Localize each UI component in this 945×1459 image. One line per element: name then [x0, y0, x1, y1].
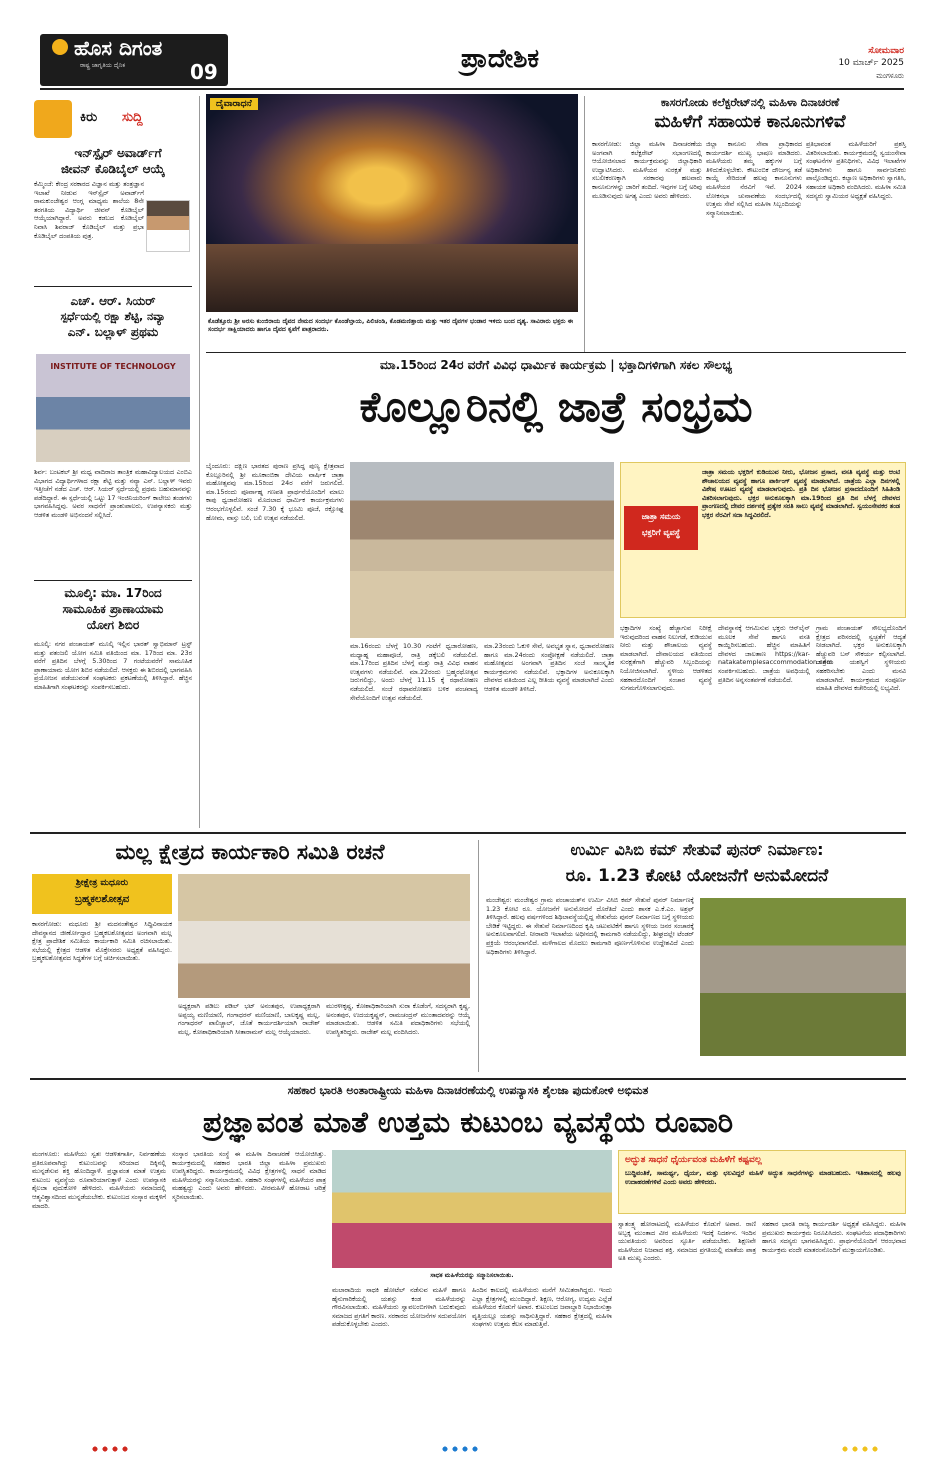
committee-photo	[178, 874, 470, 998]
award-photo-banner: INSTITUTE OF TECHNOLOGY	[50, 362, 176, 371]
masthead-rule	[40, 88, 904, 90]
jatra-box-title-line2: ಭಕ್ತರಿಗೆ ವ್ಯವಸ್ಥೆ	[641, 528, 681, 537]
item1-title-line1: ಇನ್‌ಸ್ಪೈರ್ ಅವಾರ್ಡ್‌ಗೆ	[74, 146, 162, 160]
registration-marks	[90, 1446, 130, 1452]
date: 10 ಮಾರ್ಚ್ 2025	[838, 58, 904, 68]
prajna-box-title: ಅದ್ಭುತ ಸಾಧನೆ ಧೈರ್ಯವಂತ ಮಹಿಳೆಗೆ ಕಷ್ಟವಲ್ಲ	[625, 1155, 762, 1165]
kiru-label-b: ಸುದ್ದಿ	[122, 110, 143, 125]
kasaragod-title-line1: ಕಾಸರಗೋಡು ಕಲೆಕ್ಟರೇಟ್‌ನಲ್ಲಿ ಮಹಿಳಾ ದಿನಾಚರಣೆ	[660, 96, 840, 109]
award-photo	[36, 354, 190, 462]
prajna-title: ಪ್ರಜ್ಞಾವಂತ ಮಾತೆ ಉತ್ತಮ ಕುಟುಂಬ ವ್ಯವಸ್ಥೆಯ ರೂವಾರಿ	[202, 1105, 734, 1139]
mid-rule	[30, 832, 906, 834]
prajna-col2: ಸಂಸ್ಕಾರ ಭಾರತಿಯ ಸಂಸ್ಥೆ ಈ ಮಹಿಳಾ ದಿನಾಚರಣೆ ಆಯೋಜಿಸಿತ್ತು. ಕಾರ್ಯಕ್ರಮದಲ್ಲಿ ಸಹಕಾರ ಭಾರತಿ ಜಿಲ್ಲಾ ಮಹಿಳಾ ಪ್ರಮುಖರು ಉಪಸ್ಥಿತರಿದ್ದರು. ಕಾರ್ಯಕ್ರಮದಲ್ಲಿ ವಿವಿಧ ಕ್ಷೇತ್ರಗಳಲ್ಲಿ ಸಾಧನೆ ಮಾಡಿದ ಮಹಿಳೆಯರನ್ನು ಸನ್ಮಾನಿಸಲಾಯಿತು. ಸಹಕಾರಿ ಸಂಘಗಳಲ್ಲಿ ಮಹಿಳೆಯರ ಪಾತ್ರ ಮಹತ್ವದ್ದು ಎಂದು ಅವರು ಹೇಳಿದರು. ವೀರಮಹಿಳೆ ಹೋರಾಟ ಚರಿತ್ರೆ ಸ್ಮರಿಸಲಾಯಿತು.	[172, 1150, 326, 1201]
kasaragod-title-line2: ಮಹಿಳೆಗೆ ಸಹಾಯಕ ಕಾನೂನುಗಳಿವೆ	[654, 112, 846, 132]
malla-badge-line1: ಶ್ರೀಕ್ಷೇತ್ರ ಮಧೂರು	[75, 878, 129, 888]
item1-title-line2: ಜೀವನ್ ಕೊಡಿಬೈಲ್ ಆಯ್ಕೆ	[61, 162, 165, 176]
edition: ಮಂಗಳೂರು	[876, 72, 904, 80]
kollur-col6: ಗ್ರಾಮ ಪಂಚಾಯತ್ ಸೌಲಭ್ಯದೊಂದಿಗೆ ಕ್ಷೇತ್ರದ ಪರಿಸರದಲ್ಲಿ ಸ್ವಚ್ಛತೆಗೆ ಆದ್ಯತೆ ನೀಡಲಾಗಿದೆ. ಭಕ್ತರ ಅನುಕೂಲಕ್ಕಾಗಿ ಹೆಚ್ಚುವರಿ ಬಸ್ ಸೌಕರ್ಯ ಕಲ್ಪಿಸಲಾಗಿದೆ. ಜಾತ್ರೆಯ ಯಶಸ್ವಿಗೆ ಸ್ಥಳೀಯರು ಸಹಕರಿಸಬೇಕು ಎಂದು ಮನವಿ ಮಾಡಲಾಗಿದೆ. ಕಾರ್ಯಕ್ರಮದ ಸಂಪೂರ್ಣ ಮಾಹಿತಿ ದೇವಳದ ಕಚೇರಿಯಲ್ಲಿ ಲಭ್ಯವಿದೆ.	[816, 624, 906, 693]
section-title: ಪ್ರಾದೇಶಿಕ	[460, 44, 540, 74]
prajna-col6: ಸಹಕಾರ ಭಾರತಿ ರಾಜ್ಯ ಕಾರ್ಯದರ್ಶಿ ಅಧ್ಯಕ್ಷತೆ ವಹಿಸಿದ್ದರು. ಮಹಿಳಾ ಪ್ರಮುಖರು ಕಾರ್ಯಕ್ರಮ ನಿರೂಪಿಸಿದರು. ಸಂಘಟನೆಯ ಪದಾಧಿಕಾರಿಗಳು ಹಾಗೂ ಸದಸ್ಯರು ಭಾಗವಹಿಸಿದ್ದರು. ಪ್ರಾರ್ಥನೆಯೊಂದಿಗೆ ಆರಂಭವಾದ ಕಾರ್ಯಕ್ರಮ ವಂದೇ ಮಾತರಂನೊಂದಿಗೆ ಮುಕ್ತಾಯಗೊಂಡಿತು.	[762, 1220, 906, 1254]
kollur-col2: ಮಾ.16ರಂದು ಬೆಳಗ್ಗೆ 10.30 ಗಂಟೆಗೆ ಧ್ವಜಾರೋಹಣ, ಮಧ್ಯಾಹ್ನ ಮಹಾಪೂಜೆ, ರಾತ್ರಿ ಡಕ್ಕೆಬಲಿ ನಡೆಯಲಿದೆ. ಮಾ.17ರಿಂದ ಪ್ರತಿದಿನ ಬೆಳಗ್ಗೆ ಮತ್ತು ರಾತ್ರಿ ವಿವಿಧ ವಾಹನ ಉತ್ಸವಗಳು ನಡೆಯಲಿವೆ. ಮಾ.22ರಂದು ಬ್ರಹ್ಮರಥೋತ್ಸವ ಜರುಗಲಿದ್ದು, ಅಂದು ಬೆಳಗ್ಗೆ 11.15 ಕ್ಕೆ ರಥಾರೋಹಣ ನಡೆಯಲಿದೆ. ಸಂಜೆ ರಥಾವರೋಹಣ ಬಳಿಕ ಪಂಚವಾದ್ಯ ಸೇವೆಯೊಂದಿಗೆ ಉತ್ಸವ ನಡೆಯಲಿದೆ.	[350, 642, 478, 702]
temple-photo	[350, 462, 614, 638]
malla-badge	[32, 874, 172, 914]
megaphone-icon	[34, 100, 72, 138]
kiru-divider-1	[34, 286, 192, 287]
item2-body: ಶಿರ್ವ: ಬಂಟಕಲ್ ಶ್ರೀ ಮಧ್ವ ವಾದಿರಾಜ ತಾಂತ್ರಿಕ ಮಹಾವಿದ್ಯಾಲಯದ ಎಂಬಿಎ ವಿಭಾಗದ ವಿದ್ಯಾರ್ಥಿಗಳಾದ ರಕ್ಷಾ ಶೆಟ್ಟಿ ಮತ್ತು ನವ್ಯಾ ಎನ್. ಬಲ್ಲಾಳ್ ಇವರು ಇತ್ತೀಚೆಗೆ ನಡೆದ ಎಚ್. ಆರ್. ಸಿಯರ್ ಸ್ಪರ್ಧೆಯಲ್ಲಿ ಪ್ರಥಮ ಬಹುಮಾನವನ್ನು ಪಡೆದಿದ್ದಾರೆ. ಈ ಸ್ಪರ್ಧೆಯಲ್ಲಿ ಒಟ್ಟು 17 ಇಂಜಿನಿಯರಿಂಗ್ ಕಾಲೇಜು ತಂಡಗಳು ಭಾಗವಹಿಸಿದ್ದವು. ಅವರ ಸಾಧನೆಗೆ ಪ್ರಾಂಶುಪಾಲರು, ಉಪನ್ಯಾಸಕರು ಮತ್ತು ಆಡಳಿತ ಮಂಡಳಿ ಅಭಿನಂದನೆ ಸಲ್ಲಿಸಿದೆ.	[34, 468, 192, 519]
item2-title-line3: ಎನ್. ಬಲ್ಲಾಳ್ ಪ್ರಥಮ	[67, 325, 159, 339]
prajna-col5: ಸ್ವಾತಂತ್ರ್ಯ ಹೋರಾಟದಲ್ಲಿ ಮಹಿಳೆಯರ ಕೊಡುಗೆ ಅಪಾರ. ರಾಣಿ ಅಬ್ಬಕ್ಕ ಮುಂತಾದ ವೀರ ಮಹಿಳೆಯರು ಇದಕ್ಕೆ ನಿದರ್ಶನ. ಇಂದಿನ ಯುವತಿಯರು ಅವರಿಂದ ಸ್ಫೂರ್ತಿ ಪಡೆಯಬೇಕು. ಶಿಕ್ಷಣವೇ ಮಹಿಳೆಯರ ನಿಜವಾದ ಶಕ್ತಿ. ಸಮಾಜದ ಪ್ರಗತಿಯಲ್ಲಿ ಮಾತೆಯ ಪಾತ್ರ ಅತಿ ಮುಖ್ಯ ಎಂದರು.	[618, 1220, 756, 1263]
daiva-caption: ಕೊಡೆತ್ತೂರು ಶ್ರೀ ಅರಸು ಕುಂಜಿರಾಯ ದೈವದ ನೇಮದ ಸಂದರ್ಭ ಕೊಂಡೆಲ್ತಾಯ, ಪಿಲಿಚಂಡಿ, ಕೊಡಮಣಿತ್ತಾಯ ಮತ್ತು ಇತರ ದೈವಗಳ ಭಂಡಾರ ಇಳಿದು ಬಂದ ದೃಶ್ಯ. ಸಾವಿರಾರು ಭಕ್ತರು ಈ ಸಂದರ್ಭ ಸಾಕ್ಷಿಯಾದರು ಹಾಗೂ ದೈವದ ಕೃಪೆಗೆ ಪಾತ್ರರಾದರು.	[208, 318, 574, 334]
prajna-col3: ಮಲಾರಾದಿಯ ಸಾಧಕಿ ಹೋಟೆಲ್ ನಡೆಸುವ ಮಹಿಳೆ ಹಾಗೂ ಹೈನುಗಾರಿಕೆಯಲ್ಲಿ ಯಶಸ್ಸು ಕಂಡ ಮಹಿಳೆಯರನ್ನು ಗೌರವಿಸಲಾಯಿತು. ಮಹಿಳೆಯರು ಸ್ವಾವಲಂಬಿಗಳಾಗಿ ಬದುಕುವುದು ಸಮಾಜದ ಪ್ರಗತಿಗೆ ಕಾರಣ. ಸರಕಾರದ ಯೋಜನೆಗಳ ಸದುಪಯೋಗ ಪಡೆದುಕೊಳ್ಳಬೇಕು ಎಂದರು.	[332, 1286, 466, 1329]
kollur-col5: ದೇವಸ್ಥಾನಕ್ಕೆ ಆಗಮಿಸುವ ಭಕ್ತರು ಆನ್‌ಲೈನ್ ಮೂಲಕ ಸೇವೆ ಹಾಗೂ ವಸತಿ ಕಾಯ್ದಿರಿಸಬಹುದು. ಹೆಚ್ಚಿನ ಮಾಹಿತಿಗೆ ದೇವಳದ ಜಾಲತಾಣ https://kar-natakatemplesaccommodation.com ಸಂಪರ್ಕಿಸಬಹುದು. ಜಾತ್ರೆಯ ಅವಧಿಯಲ್ಲಿ ಪ್ರತಿದಿನ ಅನ್ನಸಂತರ್ಪಣೆ ನಡೆಯಲಿದೆ.	[718, 624, 833, 684]
item1-body: ಕೆಮ್ಮಿಂಜೆ: ಕೇಂದ್ರ ಸರಕಾರದ ವಿಜ್ಞಾನ ಮತ್ತು ತಂತ್ರಜ್ಞಾನ ಇಲಾಖೆ ನೀಡುವ ಇನ್‌ಸ್ಪೈರ್ ಅವಾರ್ಡ್‌ಗೆ ರಾಮಕುಂಜೇಶ್ವರ ಆಂಗ್ಲ ಮಾಧ್ಯಮ ಶಾಲೆಯ 8ನೇ ತರಗತಿಯ ವಿದ್ಯಾರ್ಥಿ ಜೀವನ್ ಕೊಡಿಬೈಲ್ ಆಯ್ಕೆಯಾಗಿದ್ದಾರೆ. ಅವರು ಕಡಬದ ಕೊಡಿಬೈಲ್ ನಿವಾಸಿ ಶಿವರಾಜ್ ಕೊಡಿಬೈಲ್ ಮತ್ತು ಪ್ರಭಾ ಕೊಡಿಬೈಲ್ ದಂಪತಿಯ ಪುತ್ರ.	[34, 180, 144, 240]
urmi-body: ಮಂಜೇಶ್ವರ: ಮಂಜೇಶ್ವರ ಗ್ರಾಮ ಪಂಚಾಯತ್‌ನ ಉರ್ಮಿ ವಿಸಿಬಿ ಕಮ್ ಸೇತುವೆ ಪುನರ್ ನಿರ್ಮಾಣಕ್ಕೆ 1.23 ಕೋಟಿ ರೂ. ಯೋಜನೆಗೆ ಅನುಮೋದನೆ ದೊರೆತಿದೆ ಎಂದು ಶಾಸಕ ಎ.ಕೆ.ಎಂ. ಅಶ್ರಫ್ ತಿಳಿಸಿದ್ದಾರೆ. ಹಲವು ವರ್ಷಗಳಿಂದ ಶಿಥಿಲಾವಸ್ಥೆಯಲ್ಲಿದ್ದ ಸೇತುವೆಯ ಪುನರ್ ನಿರ್ಮಾಣದ ಬಗ್ಗೆ ಸ್ಥಳೀಯರು ಬೇಡಿಕೆ ಇಟ್ಟಿದ್ದರು. ಈ ಸೇತುವೆ ನಿರ್ಮಾಣದಿಂದ ಕೃಷಿ ಚಟುವಟಿಕೆಗೆ ಹಾಗೂ ಸ್ಥಳೀಯ ಜನರ ಸಂಚಾರಕ್ಕೆ ಅನುಕೂಲವಾಗಲಿದೆ. ನೀರಾವರಿ ಇಲಾಖೆಯ ಅಧೀನದಲ್ಲಿ ಕಾಮಗಾರಿ ನಡೆಯಲಿದ್ದು, ಶೀಘ್ರದಲ್ಲೇ ಟೆಂಡರ್ ಪ್ರಕ್ರಿಯೆ ಆರಂಭವಾಗಲಿದೆ. ಮಳೆಗಾಲದ ಮೊದಲು ಕಾಮಗಾರಿ ಪೂರ್ಣಗೊಳಿಸುವ ಉದ್ದೇಶವಿದೆ ಎಂದು ಅಧಿಕಾರಿಗಳು ತಿಳಿಸಿದ್ದಾರೆ.	[486, 896, 694, 956]
item2-title-line2: ಸ್ಪರ್ಧೆಯಲ್ಲಿ ರಕ್ಷಾ ಶೆಟ್ಟಿ, ನವ್ಯಾ	[60, 310, 166, 323]
student-photo	[146, 200, 190, 252]
bottom-rule	[30, 1078, 906, 1080]
item3-title-line2: ಸಾಮೂಹಿಕ ಪ್ರಾಣಾಯಾಮ	[62, 602, 164, 616]
registration-marks	[440, 1446, 480, 1452]
malla-col3: ಮುರಳೀಕೃಷ್ಣ, ಕೋಶಾಧಿಕಾರಿಯಾಗಿ ಸುರಾ ಕೊಡೆಂಗೆ, ಸದಸ್ಯರಾಗಿ ಕೃಷ್ಣ, ಅನಂತಪುರ, ಉದಯಕೃಷ್ಣನ್, ರಾಮಚಂದ್ರನ್ ಮುಂತಾದವರನ್ನು ಆಯ್ಕೆ ಮಾಡಲಾಯಿತು. ಆಡಳಿತ ಸಮಿತಿ ಪದಾಧಿಕಾರಿಗಳು ಸಭೆಯಲ್ಲಿ ಉಪಸ್ಥಿತರಿದ್ದರು. ರಾಜೇಶ್ ಮಲ್ಲ ವಂದಿಸಿದರು.	[326, 1002, 470, 1036]
kasaragod-col1: ಕಾಸರಗೋಡು: ಜಿಲ್ಲಾ ಮಹಿಳಾ ದಿನಾಚರಣೆಯ ಅಂಗವಾಗಿ ಕಲೆಕ್ಟರೇಟ್ ಸಭಾಂಗಣದಲ್ಲಿ ಆಯೋಜಿಸಲಾದ ಕಾರ್ಯಕ್ರಮವನ್ನು ಜಿಲ್ಲಾಧಿಕಾರಿ ಉದ್ಘಾಟಿಸಿದರು. ಮಹಿಳೆಯರ ಸುರಕ್ಷತೆ ಮತ್ತು ಸಬಲೀಕರಣಕ್ಕಾಗಿ ಸರಕಾರವು ಹಲವಾರು ಕಾನೂನುಗಳನ್ನು ಜಾರಿಗೆ ತಂದಿದೆ. ಇವುಗಳ ಬಗ್ಗೆ ಅರಿವು ಮೂಡಿಸುವುದು ಅಗತ್ಯ ಎಂದು ಅವರು ಹೇಳಿದರು.	[592, 140, 702, 200]
daiva-photo	[206, 94, 578, 312]
item3-body: ಮೂಲ್ಕಿ: ನಗರ ಪಂಚಾಯತ್ ಮೂಲ್ಕಿ ಇಲ್ಲಿನ ಭಾರತ್ ಸ್ವಾಭಿಮಾನ್ ಟ್ರಸ್ಟ್ ಮತ್ತು ಪತಂಜಲಿ ಯೋಗ ಸಮಿತಿ ವತಿಯಿಂದ ಮಾ. 17ರಿಂದ ಮಾ. 23ರ ವರೆಗೆ ಪ್ರತಿದಿನ ಬೆಳಗ್ಗೆ 5.30ರಿಂದ 7 ಗಂಟೆಯವರೆಗೆ ಸಾಮೂಹಿಕ ಪ್ರಾಣಾಯಾಮ ಯೋಗ ಶಿಬಿರ ನಡೆಯಲಿದೆ. ಆಸಕ್ತರು ಈ ಶಿಬಿರದಲ್ಲಿ ಭಾಗವಹಿಸಿ ಪ್ರಯೋಜನ ಪಡೆಯುವಂತೆ ಸಂಘಟಕರು ಪ್ರಕಟಣೆಯಲ್ಲಿ ತಿಳಿಸಿದ್ದಾರೆ. ಹೆಚ್ಚಿನ ಮಾಹಿತಿಗಾಗಿ ಸಂಘಟಕರನ್ನು ಸಂಪರ್ಕಿಸಬಹುದು.	[34, 640, 192, 691]
kiru-divider-2	[34, 580, 192, 581]
item2-title-line1: ಎಚ್. ಆರ್. ಸಿಯರ್	[70, 294, 156, 308]
urmi-title-line1: ಉರ್ಮಿ ವಿಸಿಬಿ ಕಮ್ ಸೇತುವೆ ಪುನರ್ ನಿರ್ಮಾಣ:	[570, 840, 824, 859]
malla-urmi-rule	[478, 840, 479, 1072]
kollur-top-rule	[206, 352, 906, 353]
item3-title-line1: ಮೂಲ್ಕಿ: ಮಾ. 17ರಿಂದ	[64, 586, 162, 600]
prajna-box-body: ಬುದ್ಧಿವಂತಿಕೆ, ಸಾಮರ್ಥ್ಯ, ಧೈರ್ಯ, ಮತ್ತು ಛಲವಿದ್ದರೆ ಮಹಿಳೆ ಅದ್ಭುತ ಸಾಧನೆಗಳನ್ನು ಮಾಡಬಹುದು. ಇತಿಹಾಸದಲ್ಲಿ ಹಲವು ಉದಾಹರಣೆಗಳಿವೆ ಎಂದು ಅವರು ಹೇಳಿದರು.	[625, 1169, 901, 1186]
logo-block	[40, 34, 228, 86]
daiva-tag: ದೈವಾರಾಧನೆ	[210, 98, 258, 110]
lamp-icon	[52, 39, 68, 55]
kiru-column	[30, 96, 196, 832]
kasaragod-rule	[584, 96, 585, 352]
day: ಸೋಮವಾರ	[868, 46, 904, 56]
prajna-strap: ಸಹಕಾರ ಭಾರತಿ ಅಂತಾರಾಷ್ಟ್ರೀಯ ಮಹಿಳಾ ದಿನಾಚರಣೆಯಲ್ಲಿ ಉಪನ್ಯಾಸಕಿ ಶೈಲಜಾ ಪುದುಕೋಳಿ ಅಭಿಮತ	[287, 1084, 649, 1097]
prajna-col4: ಹಿಂದಿನ ಕಾಲದಲ್ಲಿ ಮಹಿಳೆಯರು ಮನೆಗೆ ಸೀಮಿತರಾಗಿದ್ದರು. ಇಂದು ಎಲ್ಲಾ ಕ್ಷೇತ್ರಗಳಲ್ಲಿ ಮುಂದಿದ್ದಾರೆ. ಶಿಕ್ಷಣ, ಆರೋಗ್ಯ, ಉದ್ಯಮ ಎಲ್ಲೆಡೆ ಮಹಿಳೆಯರ ಕೊಡುಗೆ ಅಪಾರ. ಕುಟುಂಬದ ಜವಾಬ್ದಾರಿ ನಿಭಾಯಿಸುತ್ತಾ ವೃತ್ತಿಯಲ್ಲೂ ಯಶಸ್ಸು ಸಾಧಿಸುತ್ತಿದ್ದಾರೆ. ಸಹಕಾರ ಕ್ಷೇತ್ರದಲ್ಲಿ ಮಹಿಳಾ ಸಂಘಗಳು ಉತ್ತಮ ಕೆಲಸ ಮಾಡುತ್ತಿವೆ.	[472, 1286, 612, 1329]
prajna-col1: ಮಂಗಳೂರು: ಮಹಿಳೆಯು ಸ್ವತಃ ಆಡಳಿತಗಾರ್ತಿ, ನಿರ್ವಹಣೆಯ ಪ್ರತಿರೂಪವಾಗಿದ್ದು ಕುಟುಂಬವನ್ನು ಸರಿಯಾದ ದಿಕ್ಕಿನಲ್ಲಿ ಮುನ್ನಡೆಸುವ ಶಕ್ತಿ ಹೊಂದಿದ್ದಾಳೆ. ಪ್ರಜ್ಞಾವಂತ ಮಾತೆ ಉತ್ತಮ ಕುಟುಂಬ ವ್ಯವಸ್ಥೆಯ ರೂವಾರಿಯಾಗುತ್ತಾಳೆ ಎಂದು ಉಪನ್ಯಾಸಕಿ ಶೈಲಜಾ ಪುದುಕೋಳಿ ಹೇಳಿದರು. ಮಹಿಳೆಯರು ಸಮಾಜದಲ್ಲಿ ಆತ್ಮವಿಶ್ವಾಸದಿಂದ ಮುನ್ನಡೆಯಬೇಕು. ಕುಟುಂಬದ ಸಂಸ್ಕಾರ ಮಕ್ಕಳಿಗೆ ಮಾದರಿ.	[32, 1150, 167, 1210]
kiru-header	[34, 100, 184, 138]
bridge-photo	[700, 898, 906, 1056]
kasaragod-col2: ಜಿಲ್ಲಾ ಕಾನೂನು ಸೇವಾ ಪ್ರಾಧಿಕಾರದ ಕಾರ್ಯದರ್ಶಿ ಮುಖ್ಯ ಭಾಷಣ ಮಾಡಿದರು. ಮಹಿಳೆಯರು ತಮ್ಮ ಹಕ್ಕುಗಳ ಬಗ್ಗೆ ತಿಳಿದುಕೊಳ್ಳಬೇಕು. ಕೌಟುಂಬಿಕ ದೌರ್ಜನ್ಯ ತಡೆ ಕಾಯ್ದೆ ಸೇರಿದಂತೆ ಹಲವು ಕಾನೂನುಗಳು ಮಹಿಳೆಯರ ನೆರವಿಗೆ ಇವೆ. 2024 ಲೋಕಸಭಾ ಚುನಾವಣೆಯ ಸಂದರ್ಭದಲ್ಲಿ ಉತ್ತಮ ಸೇವೆ ಸಲ್ಲಿಸಿದ ಮಹಿಳಾ ಸಿಬ್ಬಂದಿಯನ್ನು ಸನ್ಮಾನಿಸಲಾಯಿತು.	[706, 140, 802, 217]
urmi-title-line2: ರೂ. 1.23 ಕೋಟಿ ಯೋಜನೆಗೆ ಅನುಮೋದನೆ	[565, 866, 829, 886]
prajna-box	[618, 1150, 906, 1214]
masthead	[0, 0, 945, 92]
women-photo	[332, 1150, 612, 1268]
item3-title-line3: ಯೋಗ ಶಿಬಿರ	[86, 618, 140, 632]
kollur-strap: ಮಾ.15ರಿಂದ 24ರ ವರೆಗೆ ವಿವಿಧ ಧಾರ್ಮಿಕ ಕಾರ್ಯಕ್ರಮ | ಭಕ್ತಾದಿಗಳಿಗಾಗಿ ಸಕಲ ಸೌಲಭ್ಯ	[379, 358, 733, 372]
malla-title: ಮಲ್ಲ ಕ್ಷೇತ್ರದ ಕಾರ್ಯಕಾರಿ ಸಮಿತಿ ರಚನೆ	[115, 840, 385, 864]
kollur-col1: ಬೈಂದೂರು: ದಕ್ಷಿಣ ಭಾರತದ ಪುರಾಣ ಪ್ರಸಿದ್ಧ ಪುಣ್ಯ ಕ್ಷೇತ್ರವಾದ ಕೊಲ್ಲೂರಿನಲ್ಲಿ ಶ್ರೀ ಮೂಕಾಂಬಿಕಾ ದೇವಿಯ ವಾರ್ಷಿಕ ಜಾತ್ರಾ ಮಹೋತ್ಸವವು ಮಾ.15ರಿಂದ 24ರ ವರೆಗೆ ಜರುಗಲಿದೆ. ಮಾ.15ರಂದು ಪೂರ್ವಾಹ್ನ ಗಣಪತಿ ಪ್ರಾರ್ಥನೆಯೊಂದಿಗೆ ಮಾಲು ಕಾಪು ಧ್ವಜಾರೋಹಣ ಮೊದಲಾದ ಧಾರ್ಮಿಕ ಕಾರ್ಯಕ್ರಮಗಳು ಆರಂಭಗೊಳ್ಳಲಿವೆ. ಸಂಜೆ 7.30 ಕ್ಕೆ ಭೂಮಿ ಪೂಜೆ, ರಕ್ಷೋಘ್ನ ಹೋಮ, ವಾಸ್ತು ಬಲಿ, ಬಲಿ ಉತ್ಸವ ನಡೆಯಲಿದೆ.	[206, 462, 344, 522]
left-column-rule	[199, 96, 200, 828]
logo-tagline: ರಾಷ್ಟ್ರ ಜಾಗೃತಿಯ ದೈನಿಕ	[80, 62, 126, 69]
malla-badge-line2: ಬ್ರಹ್ಮಕಲಶೋತ್ಸವ	[74, 894, 130, 905]
kollur-col4: ಭಕ್ತಾದಿಗಳ ಸಂಖ್ಯೆ ಹೆಚ್ಚಾಗುವ ನಿರೀಕ್ಷೆ ಇರುವುದರಿಂದ ವಾಹನ ನಿಲುಗಡೆ, ಕುಡಿಯುವ ನೀರು ಮತ್ತು ಶೌಚಾಲಯ ವ್ಯವಸ್ಥೆ ಮಾಡಲಾಗಿದೆ. ದೇವಾಲಯದ ವತಿಯಿಂದ ಸುರಕ್ಷತೆಗಾಗಿ ಹೆಚ್ಚುವರಿ ಸಿಬ್ಬಂದಿಯನ್ನು ನಿಯೋಜಿಸಲಾಗಿದೆ. ಸ್ಥಳೀಯ ಆಡಳಿತದ ಸಹಕಾರದೊಂದಿಗೆ ಸಂಚಾರ ವ್ಯವಸ್ಥೆ ಸುಗಮಗೊಳಿಸಲಾಗುವುದು.	[620, 624, 712, 693]
daiva-photo-crowd	[206, 244, 578, 312]
jatra-box-label	[624, 506, 698, 550]
registration-marks	[840, 1446, 880, 1452]
jatra-box-title-line1: ಜಾತ್ರಾ ಸಮಯ	[641, 512, 681, 521]
kiru-label-a: ಕಿರು	[80, 110, 98, 125]
page-number: 09	[190, 60, 218, 84]
malla-col1: ಕಾಸರಗೋಡು: ಮಧೂರು ಶ್ರೀ ಮದನಂತೇಶ್ವರ ಸಿದ್ಧಿವಿನಾಯಕ ದೇವಸ್ಥಾನದ ಜೀರ್ಣೋದ್ಧಾರ ಬ್ರಹ್ಮಕಲಶೋತ್ಸವದ ಅಂಗವಾಗಿ ಮಲ್ಲ ಕ್ಷೇತ್ರ ಪ್ರಾದೇಶಿಕ ಸಮಿತಿಯ ಕಾರ್ಯಕಾರಿ ಸಮಿತಿ ರಚಿಸಲಾಯಿತು. ಸಭೆಯಲ್ಲಿ ಕ್ಷೇತ್ರದ ಆಡಳಿತ ಮೊಕ್ತೇಸರರು ಅಧ್ಯಕ್ಷತೆ ವಹಿಸಿದ್ದರು. ಬ್ರಹ್ಮಕಲಶೋತ್ಸವದ ಸಿದ್ಧತೆಗಳ ಬಗ್ಗೆ ಚರ್ಚಿಸಲಾಯಿತು.	[32, 920, 172, 963]
kollur-title: ಕೊಲ್ಲೂರಿನಲ್ಲಿ ಜಾತ್ರೆ ಸಂಭ್ರಮ	[359, 382, 753, 431]
kasaragod-col3: ಪ್ರತಿಭಾವಂತ ಮಹಿಳೆಯರಿಗೆ ಪ್ರಶಸ್ತಿ ವಿತರಿಸಲಾಯಿತು. ಕಾರ್ಯಕ್ರಮದಲ್ಲಿ ಸ್ವಯಂಸೇವಾ ಸಂಘಟನೆಗಳ ಪ್ರತಿನಿಧಿಗಳು, ವಿವಿಧ ಇಲಾಖೆಗಳ ಅಧಿಕಾರಿಗಳು ಹಾಗೂ ಸಾರ್ವಜನಿಕರು ಪಾಲ್ಗೊಂಡಿದ್ದರು. ಕಲ್ಯಾಣ ಅಧಿಕಾರಿಗಳು ಸ್ವಾಗತಿಸಿ, ಸಹಾಯಕ ಅಧಿಕಾರಿ ವಂದಿಸಿದರು. ಮಹಿಳಾ ಸಮಿತಿ ಸದಸ್ಯರು ಸ್ವಾಮಿಯರ ಅಧ್ಯಕ್ಷತೆ ವಹಿಸಿದ್ದರು.	[806, 140, 906, 200]
malla-col2: ಅಧ್ಯಕ್ಷರಾಗಿ ಪಡಿಲು ಪಡಿಲ್ ಭಟ್ ಅನಂತಪುರ, ಉಪಾಧ್ಯಕ್ಷರಾಗಿ ಅಪ್ಪಯ್ಯ ಮಣಿಯಾಣಿ, ಗಂಗಾಧರನ್ ಮಣಿಯಾಣಿ, ಬಾಲಕೃಷ್ಣ ಮಲ್ಲ, ಗಂಗಾಧರನ್ ಪಾಲಿಚ್ಚಾಲ್, ಜೊತೆ ಕಾರ್ಯದರ್ಶಿಯಾಗಿ ರಾಜೇಶ್ ಮಲ್ಲ, ಕೋಶಾಧಿಕಾರಿಯಾಗಿ ಸೀತಾರಾಮನ್ ಮಲ್ಲ ಆಯ್ಕೆಯಾದರು.	[178, 1002, 320, 1036]
logo-name: ಹೊಸ ದಿಗಂತ	[74, 36, 163, 60]
kollur-col3: ಮಾ.23ರಂದು ಓಕುಳಿ ಸೇವೆ, ಅವಭೃತ ಸ್ನಾನ, ಧ್ವಜಾವರೋಹಣ ಹಾಗೂ ಮಾ.24ರಂದು ಸಂಪ್ರೋಕ್ಷಣೆ ನಡೆಯಲಿದೆ. ಜಾತ್ರಾ ಮಹೋತ್ಸವದ ಅಂಗವಾಗಿ ಪ್ರತಿದಿನ ಸಂಜೆ ಸಾಂಸ್ಕೃತಿಕ ಕಾರ್ಯಕ್ರಮಗಳು ನಡೆಯಲಿವೆ. ಭಕ್ತಾದಿಗಳ ಅನುಕೂಲಕ್ಕಾಗಿ ದೇವಳದ ವತಿಯಿಂದ ಎಲ್ಲ ರೀತಿಯ ವ್ಯವಸ್ಥೆ ಮಾಡಲಾಗಿದೆ ಎಂದು ಆಡಳಿತ ಮಂಡಳಿ ತಿಳಿಸಿದೆ.	[484, 642, 614, 693]
jatra-box-body: ಜಾತ್ರಾ ಸಮಯ ಭಕ್ತರಿಗೆ ಕುಡಿಯುವ ನೀರು, ಭೋಜನ ಪ್ರಸಾದ, ವಸತಿ ವ್ಯವಸ್ಥೆ ಮತ್ತು ಆಂಟಿ ಶೌಚಾಲಯದ ವ್ಯವಸ್ಥೆ ಹಾಗೂ ಪಾರ್ಕಿಂಗ್ ವ್ಯವಸ್ಥೆ ಮಾಡಲಾಗಿದೆ. ಜಾತ್ರೆಯ ಎಲ್ಲಾ ದಿನಗಳಲ್ಲಿ ವಿಶೇಷ ಊಟದ ವ್ಯವಸ್ಥೆ ಮಾಡಲಾಗುವುದು. ಪ್ರತಿ ದಿನ ಭೋಜನ ಪ್ರಸಾದದೊಂದಿಗೆ ಸಿಹಿತಿಂಡಿ ವಿತರಿಸಲಾಗುವುದು. ಭಕ್ತರ ಅನುಕೂಲಕ್ಕಾಗಿ ಮಾ.19ರಿಂದ ಪ್ರತಿ ದಿನ ಬೆಳಗ್ಗೆ ದೇವಳದ ಪ್ರಾಂಗಣದಲ್ಲಿ ದೇವರ ದರ್ಶನಕ್ಕೆ ಪ್ರತ್ಯೇಕ ಸರತಿ ಸಾಲು ವ್ಯವಸ್ಥೆ ಮಾಡಲಾಗಿದೆ. ಸ್ವಯಂಸೇವಕರ ತಂಡ ಭಕ್ತರ ನೆರವಿಗೆ ಸದಾ ಸಿದ್ಧವಿರಲಿದೆ.	[702, 468, 900, 519]
women-photo-caption: ಸಾಧಕ ಮಹಿಳೆಯರನ್ನು ಸನ್ಮಾನಿಸಲಾಯಿತು.	[430, 1272, 514, 1279]
